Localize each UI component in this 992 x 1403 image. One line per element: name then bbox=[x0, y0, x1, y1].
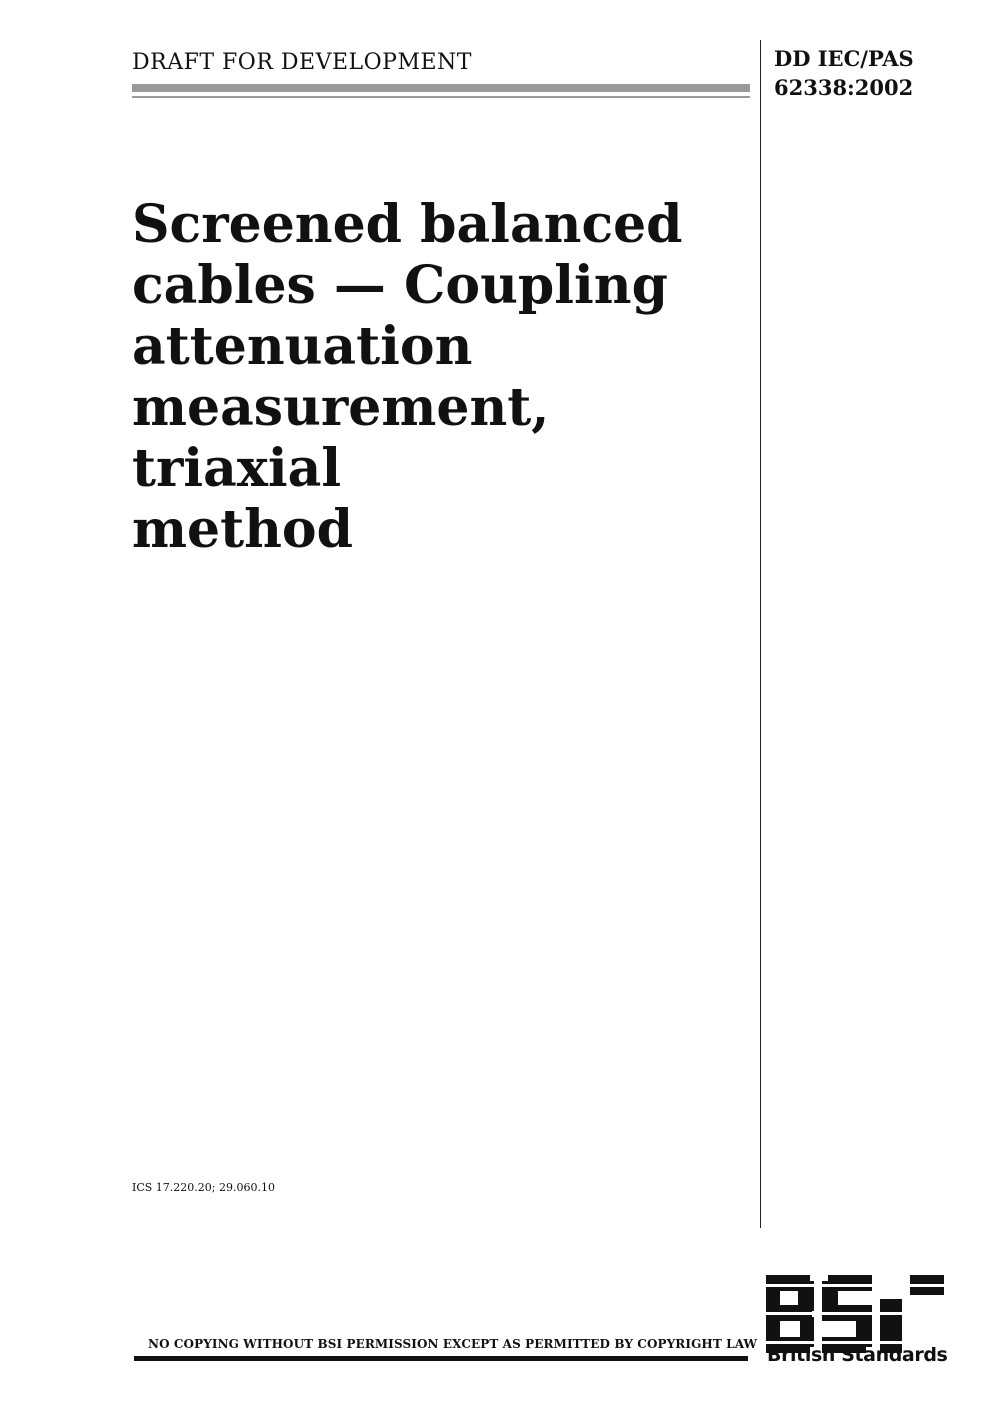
document-title bbox=[132, 194, 742, 560]
document-reference-line-2: 62338:2002 bbox=[774, 75, 914, 100]
header-rule-thick bbox=[132, 84, 750, 92]
bsi-logo-caption: British Standards bbox=[767, 1344, 948, 1366]
title-line: Screened balanced bbox=[132, 194, 683, 255]
header-rule-thin bbox=[132, 96, 750, 98]
title-line: cables — Coupling bbox=[132, 255, 668, 316]
document-reference-line-1: DD IEC/PAS bbox=[774, 46, 914, 71]
vertical-divider bbox=[760, 40, 761, 1228]
document-reference bbox=[774, 44, 914, 102]
title-line: measurement, triaxial bbox=[132, 377, 550, 499]
footer-rule bbox=[134, 1356, 748, 1361]
copyright-notice: NO COPYING WITHOUT BSI PERMISSION EXCEPT AS PERMITTED BY COPYRIGHT LAW bbox=[148, 1337, 758, 1351]
document-status-label: DRAFT FOR DEVELOPMENT bbox=[132, 50, 472, 75]
ics-code: ICS 17.220.20; 29.060.10 bbox=[132, 1181, 275, 1194]
title-line: attenuation bbox=[132, 316, 473, 377]
title-line: method bbox=[132, 499, 353, 560]
